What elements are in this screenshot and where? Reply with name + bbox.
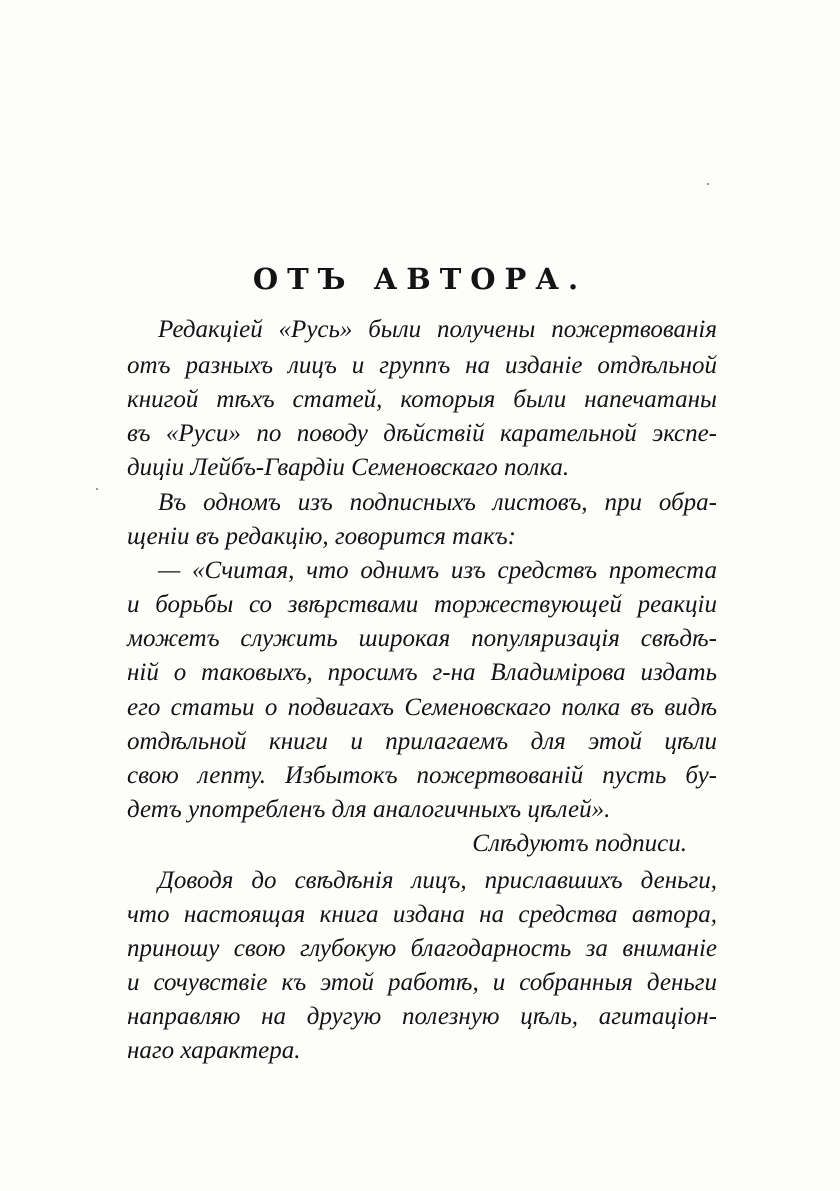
- text-line: наго характера.: [127, 1037, 301, 1064]
- paper-speck: [707, 183, 709, 185]
- text-line: отъ разныхъ лицъ и группъ на изданіе отдѣльной: [127, 352, 717, 379]
- paper-speck: [96, 488, 98, 490]
- text-line: его статьи о подвигахъ Семеновскаго полка въ видѣ: [127, 694, 717, 721]
- text-line: приношу свою глубокую благодарность за вниманіе: [127, 935, 717, 962]
- text-line: въ «Руси» по поводу дѣйствій карательной экспе-: [127, 420, 717, 447]
- text-line: книгой тѣхъ статей, которыя были напечатаны: [127, 386, 717, 413]
- text-line: что настоящая книга издана на средства автора,: [127, 901, 717, 928]
- text-line: диціи Лейбъ-Гвардіи Семеновскаго полка.: [127, 454, 570, 481]
- text-line: и борьбы со звѣрствами торжествующей реакціи: [127, 591, 717, 618]
- text-line: Доводя до свѣдѣнія лицъ, приславшихъ деньги,: [158, 867, 717, 894]
- text-line: свою лепту. Избытокъ пожертвованій пусть бу-: [127, 762, 717, 789]
- page-title: ОТЪ АВТОРА.: [252, 262, 588, 296]
- text-line: отдѣльной книги и прилагаемъ для этой цѣли: [127, 728, 717, 755]
- signature-note: Слѣдуютъ подписи.: [472, 830, 687, 857]
- text-line: щеніи въ редакцію, говорится такъ:: [127, 523, 516, 550]
- text-line: Редакціей «Русь» были получены пожертвованія: [158, 316, 717, 343]
- text-line: направляю на другую полезную цѣль, агитаціон-: [127, 1003, 717, 1030]
- text-line: можетъ служить широкая популяризація свѣдѣ-: [127, 625, 717, 652]
- text-line: детъ употребленъ для аналогичныхъ цѣлей».: [127, 796, 611, 823]
- text-line: ній о таковыхъ, просимъ г-на Владимірова издать: [127, 659, 717, 686]
- text-line: Въ одномъ изъ подписныхъ листовъ, при обра-: [158, 489, 717, 516]
- text-line: и сочувствіе къ этой работѣ, и собранныя деньги: [127, 969, 717, 996]
- text-line: — «Считая, что однимъ изъ средствъ протеста: [158, 557, 717, 584]
